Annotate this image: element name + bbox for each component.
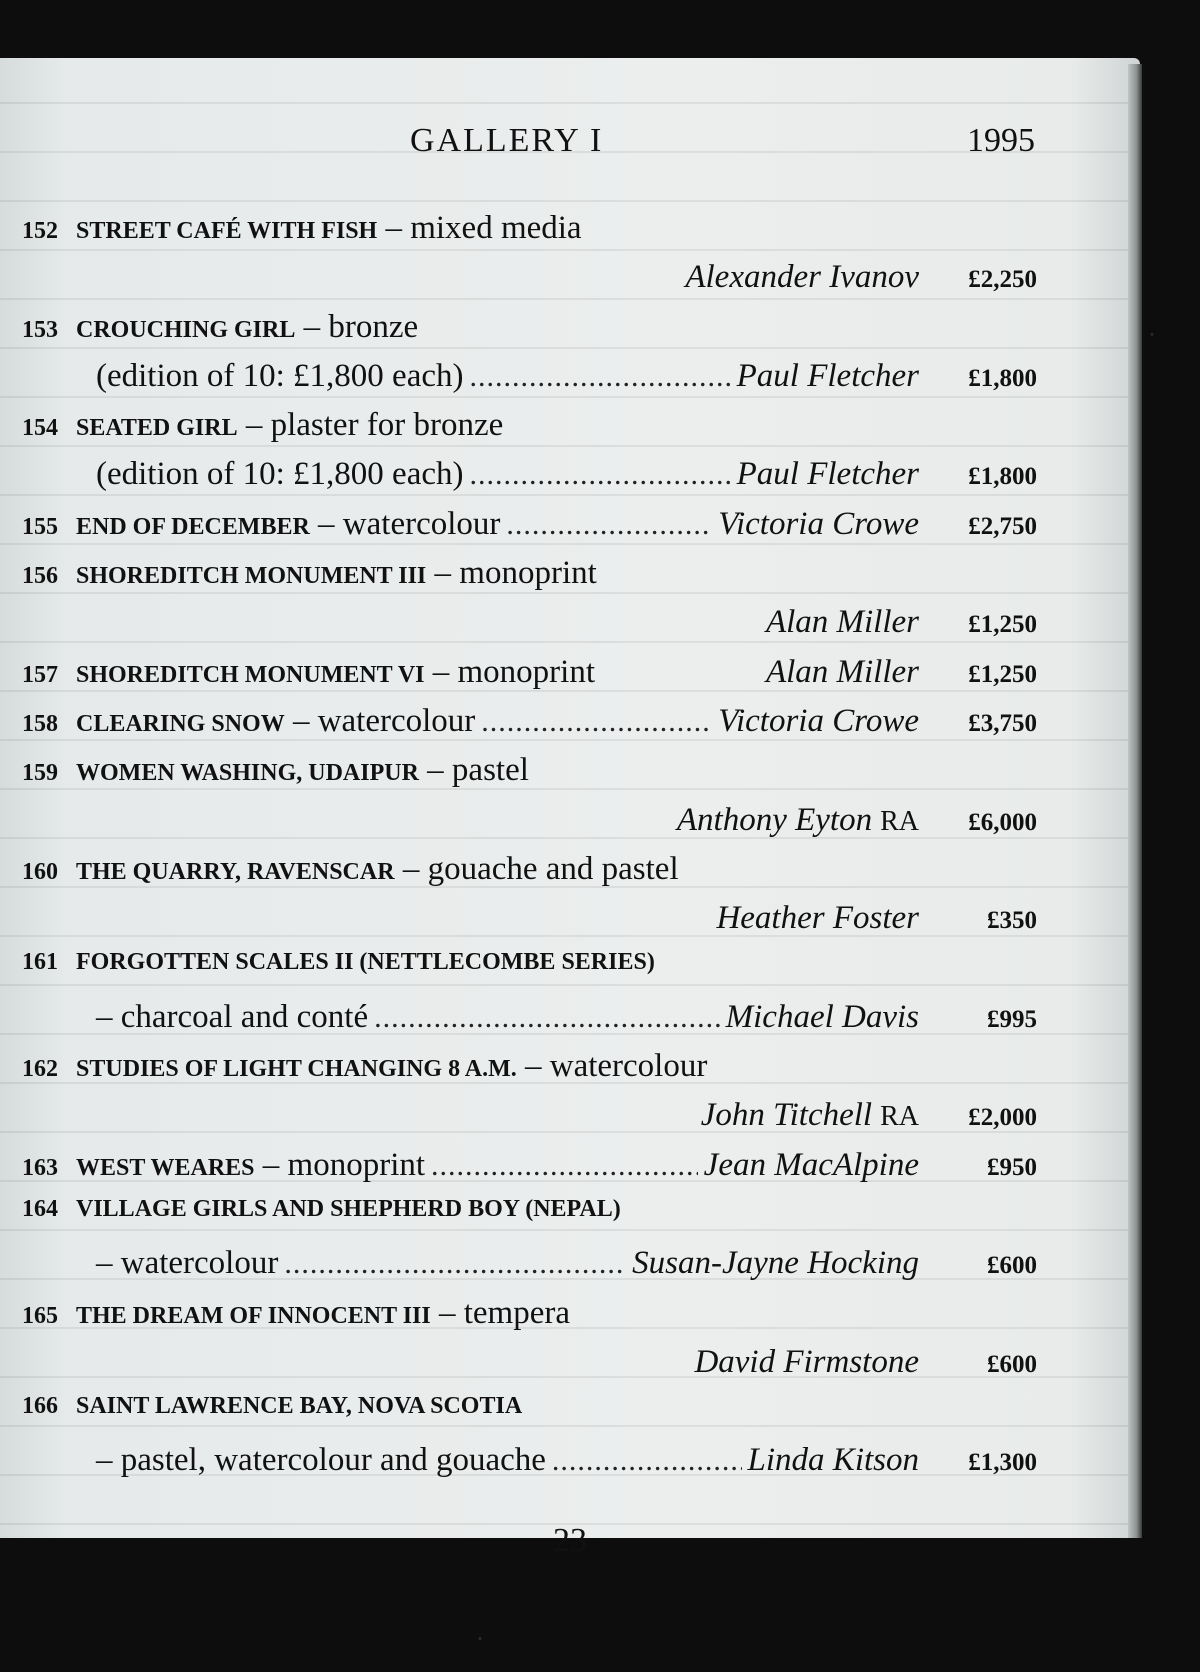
entry-title: THE QUARRY, RAVENSCAR — [76, 858, 395, 885]
entry-medium: – pastel, watercolour and gouache — [96, 1442, 546, 1479]
leader-dots — [374, 1001, 720, 1035]
leader-dots — [431, 1149, 698, 1183]
dash: – — [402, 850, 420, 887]
catalogue-entries — [22, 210, 1037, 1492]
catalogue-year: 1995 — [967, 122, 1035, 159]
dash: – — [318, 505, 335, 542]
entry-title: THE DREAM OF INNOCENT III — [76, 1302, 431, 1329]
entry-price: £995 — [987, 1005, 1037, 1033]
entry-medium: gouache and pastel — [427, 850, 679, 887]
entry-165-line-1 — [22, 1295, 1037, 1344]
entry-160-line-1 — [22, 851, 1037, 900]
entry-title: WOMEN WASHING, UDAIPUR — [76, 760, 419, 787]
entry-number: 156 — [22, 563, 58, 590]
entry-title: CLEARING SNOW — [76, 710, 285, 737]
entry-medium: monoprint — [459, 555, 597, 592]
entry-162-line-2 — [22, 1097, 1037, 1146]
entry-number: 166 — [22, 1393, 58, 1420]
dash: – — [427, 752, 444, 789]
entry-title: END OF DECEMBER — [76, 513, 310, 540]
entry-number: 161 — [22, 949, 58, 976]
entry-title: CROUCHING GIRL — [76, 316, 296, 343]
entry-number: 160 — [22, 858, 58, 885]
entry-166-line-2 — [22, 1442, 1037, 1491]
entry-164-line-2 — [22, 1245, 1037, 1294]
dash: – — [292, 702, 310, 739]
entry-price: £1,800 — [968, 463, 1037, 491]
entry-medium: watercolour — [342, 505, 501, 542]
entry-medium: watercolour — [317, 702, 476, 739]
entry-medium: mixed media — [410, 210, 582, 246]
entry-number: 158 — [22, 710, 58, 737]
entry-price: £6,000 — [968, 808, 1037, 836]
entry-166-line-1 — [22, 1393, 1037, 1442]
entry-artist: Alan Miller — [765, 604, 919, 641]
entry-artist: Alan Miller — [765, 653, 919, 690]
entry-artist: Linda Kitson — [747, 1442, 919, 1479]
entry-price: £350 — [987, 907, 1037, 935]
entry-price: £950 — [987, 1153, 1037, 1181]
entry-artist: Heather Foster — [716, 900, 919, 937]
page-edge — [1128, 64, 1142, 1538]
entry-number: 162 — [22, 1056, 58, 1083]
entry-154-line-1 — [22, 407, 1037, 456]
entry-157-line-1 — [22, 654, 1037, 703]
dash: – — [262, 1146, 280, 1183]
entry-163-line-1 — [22, 1147, 1037, 1196]
entry-165-line-2 — [22, 1344, 1037, 1393]
entry-161-line-2 — [22, 999, 1037, 1048]
entry-medium: tempera — [463, 1294, 570, 1331]
entry-159-line-1 — [22, 752, 1037, 801]
entry-medium: monoprint — [457, 653, 595, 690]
entry-price: £1,250 — [968, 660, 1037, 688]
entry-number: 159 — [22, 760, 58, 787]
entry-number: 165 — [22, 1302, 58, 1329]
entry-156-line-1 — [22, 555, 1037, 604]
entry-edition: (edition of 10: £1,800 each) — [96, 456, 464, 493]
entry-158-line-1 — [22, 703, 1037, 752]
entry-artist: Victoria Crowe — [718, 505, 919, 542]
entry-price: £2,000 — [968, 1104, 1037, 1132]
dash: – — [432, 653, 450, 690]
leader-dots — [469, 458, 730, 492]
entry-title: SAINT LAWRENCE BAY, NOVA SCOTIA — [76, 1393, 523, 1420]
dash: – — [385, 210, 402, 246]
entry-medium: pastel — [451, 752, 529, 789]
entry-medium: plaster for bronze — [270, 407, 504, 444]
entry-price: £3,750 — [968, 709, 1037, 737]
entry-artist: Anthony Eyton — [676, 801, 873, 838]
entry-152-line-2 — [22, 259, 1037, 308]
entry-159-line-2 — [22, 802, 1037, 851]
entry-medium: watercolour — [549, 1048, 708, 1085]
page-number: 23 — [553, 1522, 587, 1559]
entry-price: £2,750 — [968, 512, 1037, 540]
entry-title: SHOREDITCH MONUMENT VI — [76, 661, 425, 688]
entry-medium: bronze — [328, 308, 419, 345]
entry-152-line-1 — [22, 210, 1037, 259]
entry-medium: monoprint — [287, 1146, 426, 1183]
entry-162-line-1 — [22, 1048, 1037, 1097]
leader-dots — [552, 1444, 742, 1478]
entry-artist: Victoria Crowe — [718, 702, 919, 739]
entry-title: STUDIES OF LIGHT CHANGING 8 A.M. — [76, 1056, 517, 1083]
entry-price: £1,800 — [968, 364, 1037, 392]
entry-161-line-1 — [22, 949, 1037, 998]
entry-title: SHOREDITCH MONUMENT III — [76, 563, 427, 590]
entry-number: 163 — [22, 1154, 58, 1181]
entry-artist: Michael Davis — [725, 998, 919, 1035]
entry-number: 152 — [22, 218, 58, 244]
entry-title: STREET CAFÉ WITH FISH — [76, 218, 378, 244]
leader-dots — [469, 360, 730, 394]
entry-artist: Susan-Jayne Hocking — [632, 1245, 919, 1282]
entry-153-line-2 — [22, 358, 1037, 407]
entry-number: 153 — [22, 316, 58, 343]
entry-artist: Jean MacAlpine — [703, 1146, 919, 1183]
entry-number: 164 — [22, 1195, 58, 1222]
leader-dots — [284, 1247, 626, 1281]
entry-artist: Paul Fletcher — [736, 456, 919, 493]
artist-suffix: RA — [880, 805, 919, 837]
entry-artist: Alexander Ivanov — [685, 259, 919, 296]
entry-title: SEATED GIRL — [76, 415, 238, 442]
entry-153-line-1 — [22, 309, 1037, 358]
dash: – — [303, 308, 321, 345]
entry-number: 157 — [22, 661, 58, 688]
entry-price: £1,300 — [968, 1449, 1037, 1477]
entry-title: WEST WEARES — [76, 1154, 255, 1181]
entry-number: 154 — [22, 415, 58, 442]
entry-medium: – watercolour — [96, 1245, 279, 1282]
entry-number: 155 — [22, 513, 58, 540]
dash: – — [434, 555, 452, 592]
leader-dots — [481, 705, 712, 739]
dash: – — [245, 407, 263, 444]
entry-price: £1,250 — [968, 611, 1037, 639]
entry-price: £600 — [987, 1252, 1037, 1280]
page-header — [0, 110, 1140, 160]
entry-164-line-1 — [22, 1196, 1037, 1245]
entry-155-line-1 — [22, 506, 1037, 555]
leader-dots — [506, 508, 712, 542]
dash: – — [438, 1294, 456, 1331]
entry-artist: David Firmstone — [694, 1343, 919, 1380]
entry-160-line-2 — [22, 900, 1037, 949]
dash: – — [525, 1048, 542, 1085]
entry-artist: Paul Fletcher — [736, 357, 919, 394]
gallery-title: GALLERY I — [410, 122, 604, 159]
entry-edition: (edition of 10: £1,800 each) — [96, 357, 464, 394]
entry-price: £2,250 — [968, 266, 1037, 294]
entry-title: FORGOTTEN SCALES II (NETTLECOMBE SERIES) — [76, 949, 655, 976]
entry-title: VILLAGE GIRLS AND SHEPHERD BOY (NEPAL) — [76, 1195, 621, 1222]
entry-artist: John Titchell — [700, 1097, 873, 1134]
entry-price: £600 — [987, 1350, 1037, 1378]
artist-suffix: RA — [880, 1101, 919, 1133]
entry-154-line-2 — [22, 456, 1037, 505]
entry-medium: – charcoal and conté — [96, 998, 369, 1035]
entry-156-line-2 — [22, 604, 1037, 653]
